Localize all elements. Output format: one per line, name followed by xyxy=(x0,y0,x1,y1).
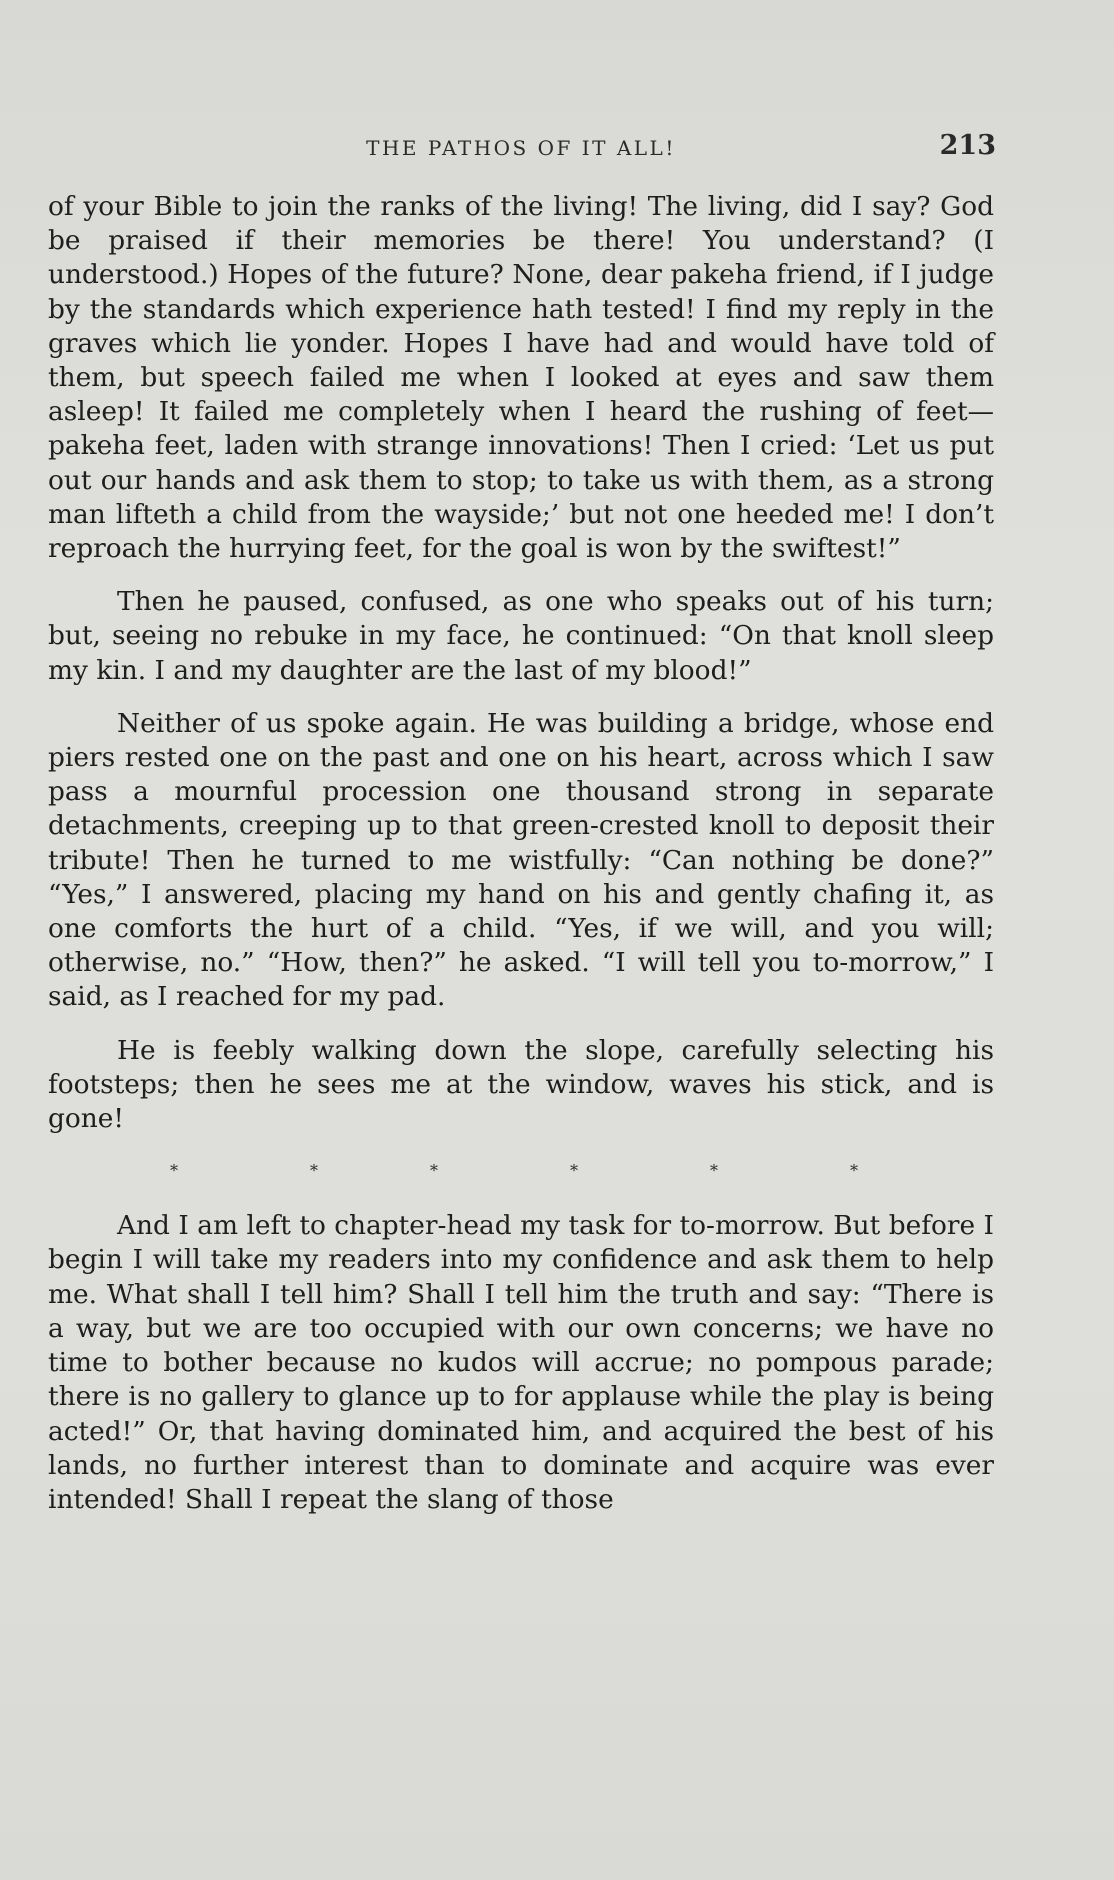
paragraph: He is feebly walking down the slope, carefully selecting his footsteps; then he sees me at the window, waves his stick, and is gone! xyxy=(48,1034,994,1135)
paragraph: Neither of us spoke again. He was building a bridge, whose end piers rested one on the past and one on his heart, across which I saw pass a mournful procession one thousand strong in separate detachments, creeping up to that green-crested knoll to deposit their tribute! Then he turned to me wistfully: “Can nothing be done?” “Yes,” I answered, placing my hand on his and gently chafing it, as one comforts the hurt of a child. “Yes, if we will, and you will; otherwise, no.” “How, then?” he asked. “I will tell you to-morrow,” I said, as I reached for my pad. xyxy=(48,707,994,1013)
page-number: 213 xyxy=(939,130,996,161)
section-break xyxy=(48,1155,994,1195)
paragraph-continuation: of your Bible to join the ranks of the living! The living, did I say? God be praised if their memories be there! You understand? (I understood.) Hopes of the future? None, dear pakeha friend, if I judge by the standards which experience hath tested! I find my reply in the graves which lie yonder. Hopes I have had and would have told of them, but speech failed me when I looked at eyes and saw them asleep! It failed me completely when I heard the rushing of feet— pakeha feet, laden with strange innovations! Then I cried: ‘Let us put out our hands and ask them to stop; to take us with them, as a strong man lifteth a child from the wayside;’ but not one heeded me! I don’t reproach the hurrying feet, for the goal is won by the swiftest!” xyxy=(48,191,994,565)
asterisk: * xyxy=(570,1161,578,1181)
asterisk: * xyxy=(430,1161,438,1181)
body-text xyxy=(48,190,994,1536)
asterisk: * xyxy=(310,1161,318,1181)
asterisk: * xyxy=(710,1161,718,1181)
paragraph: Then he paused, confused, as one who speaks out of his turn; but, seeing no rebuke in my face, he continued: “On that knoll sleep my kin. I and my daughter are the last of my blood!” xyxy=(48,586,994,686)
paragraph: And I am left to chapter-head my task for to-morrow. But before I begin I will take my readers into my confidence and ask them to help me. What shall I tell him? Shall I tell him the truth and say: “There is a way, but we are too occupied with our own concerns; we have no time to bother because no kudos will accrue; no pompous parade; there is no gallery to glance up to for applause while the play is being acted!” Or, that having dominated him, and acquired the best of his lands, no further interest than to dominate and acquire was ever intended! Shall I repeat the slang of those xyxy=(48,1210,994,1515)
asterisk: * xyxy=(170,1161,178,1181)
running-head xyxy=(48,130,994,170)
asterisk: * xyxy=(850,1161,858,1181)
chapter-title: THE PATHOS OF IT ALL! xyxy=(366,136,676,160)
